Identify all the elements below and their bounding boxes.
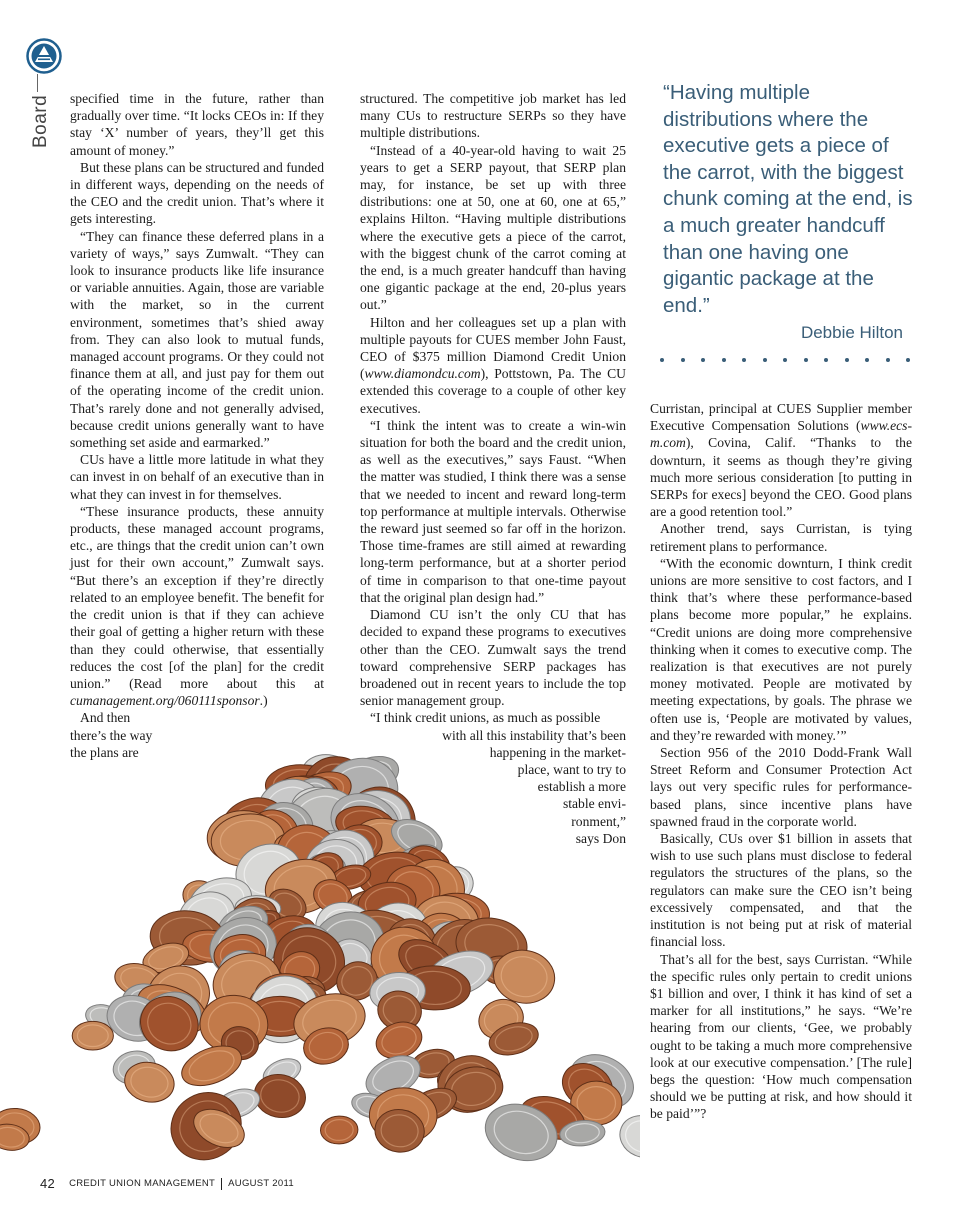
paragraph (70, 503, 324, 709)
paragraph: structured. The competitive job market has led many CUs to restructure SERPs so they have multiple distributions. (360, 91, 626, 141)
paragraph-text: .) (259, 693, 268, 709)
text-line: establish a more (537, 779, 626, 795)
paragraph: “I think the intent was to create a win-win situation for both the board and the credit union, as well as the executives,” says Faust. “When the matter was studied, I think there was a sense that we needed to incent and reward long-term top performance at multiple intervals. Otherwise the reward just seemed so far off in the horizon. Those time-frames are still aimed at rewarding long-term performance, but at a shorter period of time in comparison to that one-time payout that the original plan design had.” (360, 417, 626, 605)
paragraph: Another trend, says Curristan, is tying retirement plans to performance. (650, 521, 912, 554)
paragraph: CUs have a little more latitude in what they can invest in on behalf of an executive than in what they can invest in for themselves. (70, 452, 324, 502)
section-divider (37, 74, 38, 92)
paragraph (360, 314, 626, 417)
page-footer (40, 1176, 294, 1191)
dot-divider (660, 354, 910, 366)
paragraph-text: “These insurance products, these annuity products, these managed account programs, etc., are things that the credit union can’t own just for their own account,” Zumwalt says. “But there’s an exception if they’re directly related to an employee benefit. The benefit for the credit union is that if they can achieve their goal of getting a higher return with these than they could otherwise, that essentially reduces the cost [of the plan] for the credit union.” (Read more about this at (70, 503, 324, 691)
text-line: ronment,” (571, 813, 626, 829)
text-line: stable envi- (562, 796, 626, 812)
paragraph-text: Hilton and her colleagues set up a plan with multiple payouts for CUES member John Faust, CEO of $375 million Diamond Credit Union ( (360, 314, 626, 382)
paragraph (650, 400, 912, 520)
article-column-1 (70, 90, 324, 761)
article-column-2 (360, 90, 626, 847)
paragraph: Basically, CUs over $1 billion in assets that wish to use such plans must disclose to federal regulators the structures of the plans, so the regulators can make sure the CEO isn’t being excessively compensated, and that the institution is not being put at risk of material financial loss. (650, 831, 912, 950)
paragraph: “I think credit unions, as much as possible (370, 710, 601, 726)
pull-quote-attribution: Debbie Hilton (800, 323, 903, 342)
paragraph: specified time in the future, rather than gradually over time. “It locks CEOs in: If they stay ‘X’ number of years, they’ll get this amount of money.” (70, 91, 324, 158)
article-link[interactable]: cumanagement.org/060111sponsor (70, 693, 260, 709)
paragraph-text: Curristan, principal at CUES Supplier member Executive Compensation Solutions ( (650, 401, 912, 434)
ecs-link[interactable]: www.ecs-m.com (650, 418, 912, 451)
text-line: with all this instability that’s been (442, 727, 626, 743)
footer-divider (221, 1178, 222, 1190)
paragraph: Diamond CU isn’t the only CU that has decided to expand these programs to executives other than the CEO. Zumwalt says the trend toward comprehensive SERP packages has broadened out in recent years to include the top senior management group. (360, 607, 626, 709)
diamondcu-link[interactable]: www.diamondcu.com (364, 366, 481, 382)
paragraph: That’s all for the best, says Curristan. “While the specific rules only pertain to credit unions $1 billion and over, I think it has kind of set a marker for all institutions,” he says. “We’re hearing from our clients, ‘Gee, we probably ought to be taking a much more comprehensive look at our executive compensation.’ [The rule] begs the question: ‘How much compensation should we be putting at risk, and how should it be paid’”? (650, 951, 912, 1122)
issue-date: AUGUST 2011 (228, 1178, 294, 1189)
paragraph: “They can finance these deferred plans in a variety of ways,” says Zumwalt. “They can look to insurance products like life insurance or variable annuities. Again, those are variable with the market, so in the current environment, sometimes that’s shied away from. They can also look to mutual funds, managed account programs. Or they could not finance them at all, and just pay for them out of the operating income of the credit union. That’s rarely done and not generally advised, because credit unions generally want to have something set aside and earmarked.” (70, 228, 324, 451)
paragraph: “Instead of a 40-year-old having to wait 25 years to get a SERP payout, that SERP plan may, for instance, be set up with three distributions: one at 50, one at 60, one at 65,” explains Hilton. “Having multiple distributions where the executive gets a piece of the carrot, with the biggest chunk of the carrot coming at the end, is a much greater handcuff than having one gigantic package at the end, 20-plus years out.” (360, 142, 626, 313)
section-label: Board (30, 94, 51, 148)
paragraph: And then there’s the way the plans are (70, 710, 153, 760)
paragraph: Section 956 of the 2010 Dodd-Frank Wall Street Reform and Consumer Protection Act lays out very specific rules for performance-based plans, since incentive plans have spawned fraud in the corporate world. (650, 745, 912, 829)
paragraph: “With the economic downturn, I think credit unions are more sensitive to cost factors, and I think that’s where these performance-based plans become more popular,” he explains. “Credit unions are doing more comprehensive thinking when it comes to executive comp. The realization is that executives are not purely money motivated. People are motivated by meeting expectations, by goals. The phrase we often use is, ‘People are motivated by values, and they’re rewarded with money.’” (650, 555, 912, 743)
paragraph-text: ), Covina, Calif. “Thanks to the downturn, it seems as though they’re giving much more serious consideration [to putting in SERPs for execs] beyond the CEO. Good plans are a good retention tool.” (650, 435, 912, 520)
paragraph-text: ), Pottstown, Pa. The CU extended this coverage to a couple of other key executives. (360, 366, 626, 416)
page-number: 42 (40, 1176, 56, 1191)
publication-name: CREDIT UNION MANAGEMENT (69, 1178, 216, 1189)
cues-logo-icon (26, 38, 62, 74)
paragraph: But these plans can be structured and funded in different ways, depending on the needs of the CEO and the credit union. That’s where it gets interesting. (70, 159, 324, 227)
text-line: happening in the market- (489, 744, 626, 760)
pull-quote: “Having multiple distributions where the executive gets a piece of the carrot, with the biggest chunk coming at the end, is a much greater handcuff than one having one gigantic package at the end.” (663, 81, 913, 317)
text-line: place, want to try to (517, 761, 626, 777)
article-column-3 (650, 400, 912, 1123)
text-line: says Don (575, 830, 626, 846)
coins-photo (0, 745, 640, 1175)
